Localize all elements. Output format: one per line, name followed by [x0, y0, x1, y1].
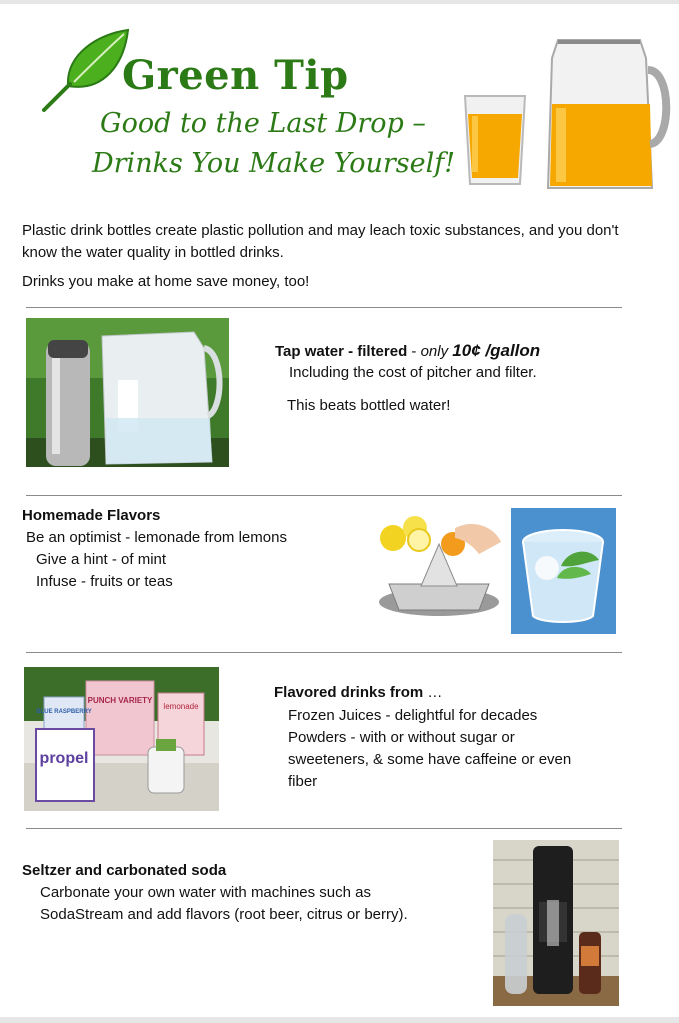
seltzer-line: Carbonate your own water with machines such as — [40, 884, 371, 901]
lemon-juicer-image — [375, 510, 503, 628]
tap-water-title-line — [275, 340, 540, 363]
homemade-heading: Homemade Flavors — [22, 507, 161, 524]
seltzer-heading: Seltzer and carbonated soda — [22, 862, 227, 879]
drink-mix-packages-photo — [24, 667, 219, 811]
homemade-item: Give a hint - of mint — [36, 551, 167, 568]
tap-water-only-label: only — [420, 343, 449, 360]
page-title: Green Tip — [122, 52, 349, 99]
flavored-ellipsis: … — [427, 684, 443, 701]
top-edge-bar — [0, 0, 679, 4]
leaf-logo — [38, 24, 134, 116]
intro-savings-note: Drinks you make at home save money, too! — [22, 273, 310, 290]
homemade-item: Be an optimist - lemonade from lemons — [26, 529, 287, 546]
tap-water-dash: - — [407, 343, 421, 360]
page-subtitle-line1: Good to the Last Drop – — [100, 108, 426, 139]
seltzer-line: SodaStream and add flavors (root beer, citrus or berry). — [40, 906, 408, 923]
mint-water-glass-image — [511, 508, 616, 634]
flavored-line: sweeteners, & some have caffeine or even — [288, 751, 572, 768]
section-divider — [26, 495, 622, 496]
bottom-edge-bar — [0, 1017, 679, 1023]
flavored-line: Powders - with or without sugar or — [288, 729, 515, 746]
flavored-line: Frozen Juices - delightful for decades — [288, 707, 538, 724]
page-subtitle-line2: Drinks You Make Yourself! — [92, 148, 456, 179]
water-pitcher-and-bottle-photo — [26, 318, 229, 467]
tap-water-price: 10¢ /gallon — [452, 341, 541, 360]
orange-juice-pitcher-image — [544, 34, 672, 194]
flavored-line: fiber — [288, 773, 318, 790]
section-divider — [26, 828, 622, 829]
package-label: propel — [39, 750, 89, 767]
intro-paragraph: Plastic drink bottles create plastic pollution and may leach toxic substances, and you don't know the water quality in bottled drinks. — [22, 222, 619, 261]
homemade-item: Infuse - fruits or teas — [36, 573, 173, 590]
tap-water-benefit: This beats bottled water! — [287, 397, 451, 414]
flavored-title-line — [274, 682, 442, 704]
tap-water-cost-note: Including the cost of pitcher and filter. — [289, 364, 537, 381]
package-label: lemonade — [163, 702, 199, 711]
section-divider — [26, 652, 622, 653]
flavored-heading: Flavored drinks from — [274, 684, 424, 701]
section-divider — [26, 307, 622, 308]
sodastream-machine-photo — [493, 840, 619, 1006]
orange-juice-glass-image — [462, 92, 528, 190]
package-label: PUNCH VARIETY — [87, 696, 153, 705]
package-label: BLUE RASPBERRY — [36, 709, 92, 715]
tap-water-heading: Tap water - filtered — [275, 343, 408, 360]
